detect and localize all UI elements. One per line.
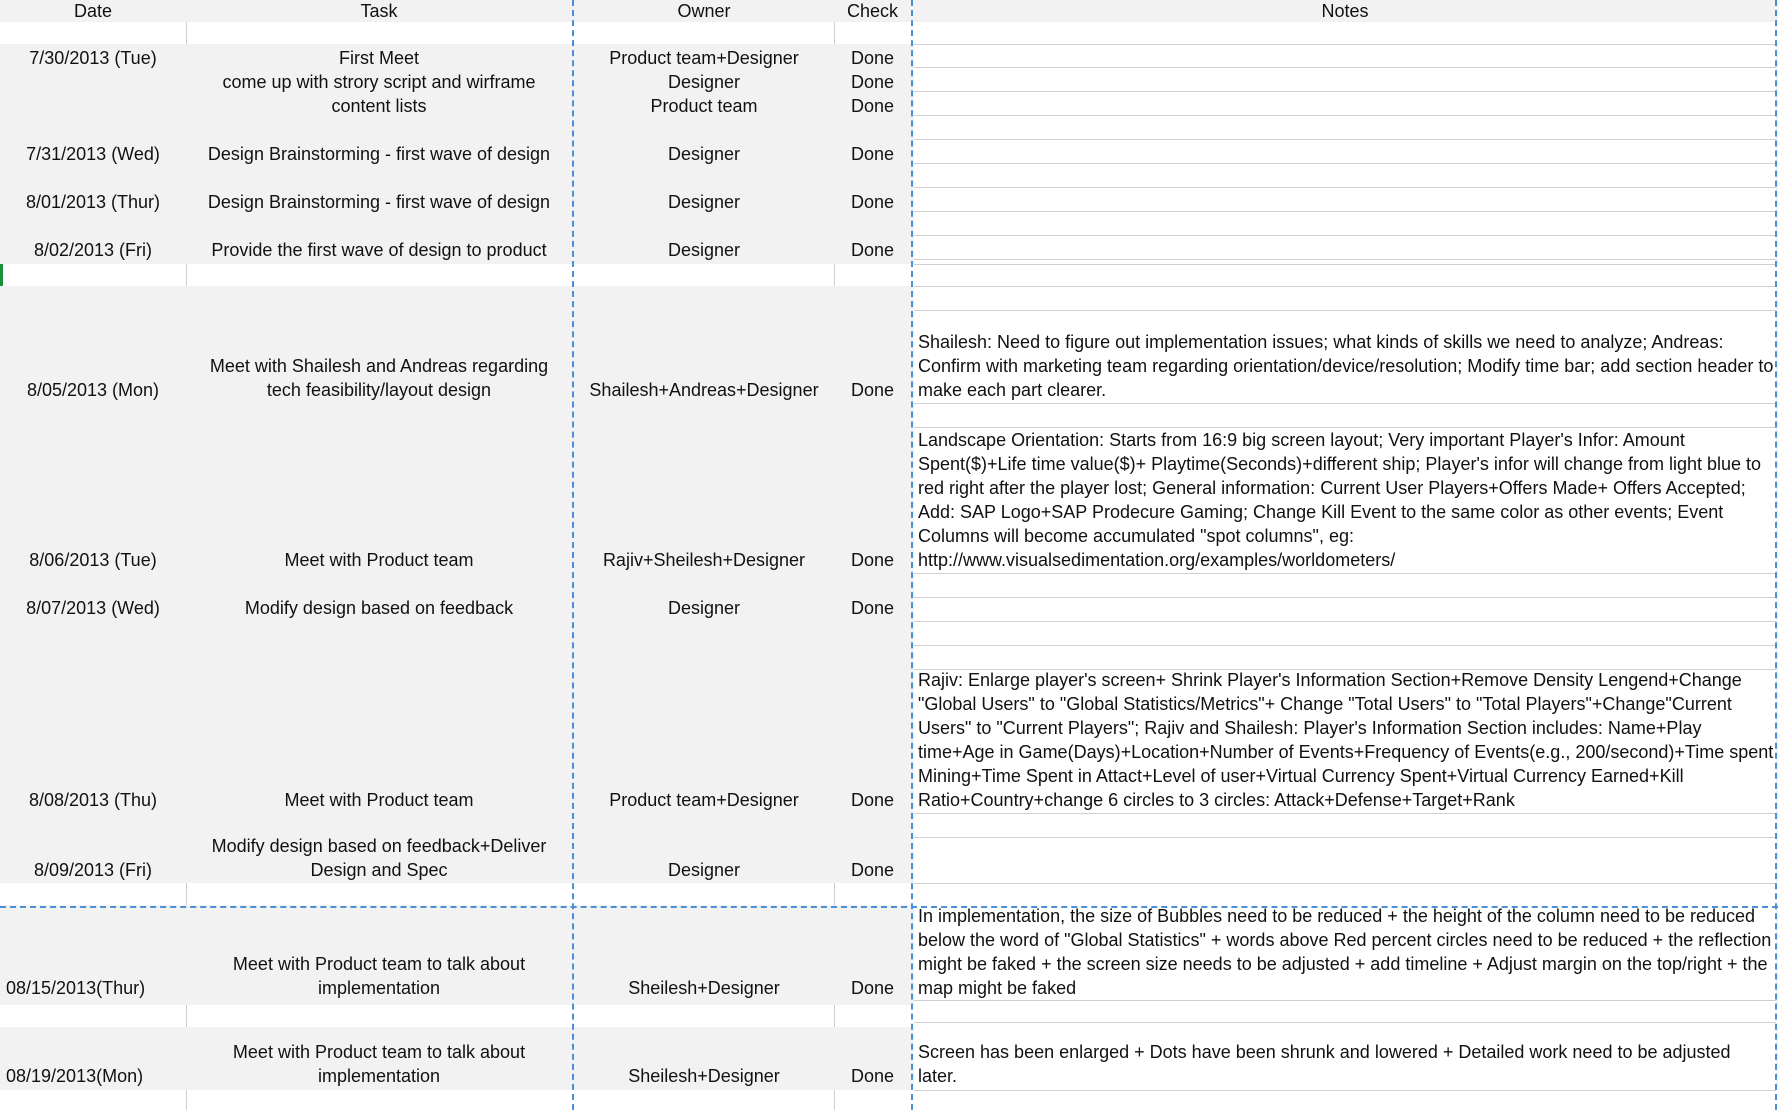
header-task[interactable]: Task	[360, 1, 398, 21]
header-owner[interactable]: Owner	[677, 1, 731, 21]
column-divider	[834, 883, 835, 905]
gridline	[914, 1090, 1776, 1091]
cell-check[interactable]: Done	[850, 1066, 895, 1086]
gridline	[914, 1022, 1776, 1023]
cell-check[interactable]: Done	[850, 790, 895, 810]
selected-row-marker	[0, 264, 3, 286]
gridline	[914, 67, 1776, 68]
gridline	[914, 115, 1776, 116]
gridline	[914, 187, 1776, 188]
header-check[interactable]: Check	[846, 1, 899, 21]
gridline	[914, 44, 1776, 45]
cell-owner[interactable]: Product team	[650, 96, 758, 116]
cell-check[interactable]: Done	[850, 978, 895, 998]
cell-owner[interactable]: Designer	[667, 72, 741, 92]
column-divider	[834, 22, 835, 44]
cell-check[interactable]: Done	[850, 144, 895, 164]
cell-task[interactable]: Modify design based on feedback	[244, 598, 514, 618]
cell-notes[interactable]: Screen has been enlarged + Dots have been shrunk and lowered + Detailed work need to be adjusted later.	[918, 1042, 1731, 1086]
cell-date[interactable]: 8/05/2013 (Mon)	[26, 380, 160, 400]
cell-owner[interactable]: Designer	[667, 240, 741, 260]
cell-task[interactable]: Meet with Product team	[284, 550, 474, 570]
cell-notes[interactable]: Rajiv: Enlarge player's screen+ Shrink Player's Information Section+Remove Density Lengend+Change "Global Users" to "Global Statistics/Metrics"+ Change "Total Users" to "Total Players"+Change"Current Users" to "Current Players"; Rajiv and Shailesh: Player's Information Section includes: Name+Play time+Age in Game(Days)+Location+Number of Events+Frequency of Events(e.g., 200/second)+Time spent Mining+Time Spent in Attact+Level of user+Virtual Currency Spent+Virtual Currency Earned+Kill Ratio+Country+change 6 circles to 3 circles: Attack+Defense+Target+Rank	[918, 670, 1774, 810]
cell-owner[interactable]: Sheilesh+Designer	[628, 1066, 780, 1086]
page-break-vertical	[911, 0, 913, 1110]
cell-date[interactable]: 08/15/2013(Thur)	[6, 978, 146, 998]
gridline	[914, 837, 1776, 838]
gridline	[914, 264, 1776, 265]
cell-check[interactable]: Done	[850, 380, 895, 400]
cell-date[interactable]: 7/30/2013 (Tue)	[29, 48, 157, 68]
cell-check[interactable]: Done	[850, 48, 895, 68]
cell-owner[interactable]: Designer	[667, 192, 741, 212]
gridline	[914, 403, 1776, 404]
cell-task[interactable]: Design Brainstorming - first wave of design	[207, 192, 551, 212]
gridline	[914, 139, 1776, 140]
gridline	[914, 1000, 1776, 1001]
cell-check[interactable]: Done	[850, 550, 895, 570]
cell-date[interactable]: 8/01/2013 (Thur)	[25, 192, 161, 212]
cell-owner[interactable]: Shailesh+Andreas+Designer	[589, 380, 819, 400]
cell-check[interactable]: Done	[850, 192, 895, 212]
gridline	[914, 91, 1776, 92]
cell-task[interactable]: come up with strory script and wirframe	[222, 72, 536, 92]
cell-owner[interactable]: Sheilesh+Designer	[628, 978, 780, 998]
cell-task[interactable]: Meet with Product team	[284, 790, 474, 810]
cell-task[interactable]: Meet with Shailesh and Andreas regarding tech feasibility/layout design	[209, 356, 549, 400]
column-divider	[834, 1005, 835, 1027]
gridline	[914, 310, 1776, 311]
gridline	[914, 259, 1776, 260]
cell-date[interactable]: 8/02/2013 (Fri)	[33, 240, 153, 260]
cell-task[interactable]: content lists	[331, 96, 427, 116]
cell-owner[interactable]: Designer	[667, 598, 741, 618]
cell-notes[interactable]: In implementation, the size of Bubbles need to be reduced + the height of the column need to be reduced below the word of "Global Statistics" + words above Red percent circles need to be reduced + the reflection might be faked + the screen size needs to be adjusted + add timeline + Adjust margin on the top/right + the map might be faked	[918, 906, 1772, 998]
cell-date[interactable]: 8/06/2013 (Tue)	[29, 550, 157, 570]
header-notes[interactable]: Notes	[1321, 1, 1369, 21]
gridline	[914, 813, 1776, 814]
cell-notes[interactable]: Shailesh: Need to figure out implementation issues; what kinds of skills we need to analyze; Andreas: Confirm with marketing team regarding orientation/device/resolution; Modify time bar; add section header to make each part clearer.	[918, 332, 1774, 400]
cell-check[interactable]: Done	[850, 240, 895, 260]
gridline	[914, 235, 1776, 236]
cell-check[interactable]: Done	[850, 860, 895, 880]
cell-date[interactable]: 8/09/2013 (Fri)	[33, 860, 153, 880]
column-divider	[186, 22, 187, 44]
cell-date[interactable]: 8/08/2013 (Thu)	[28, 790, 158, 810]
gridline	[914, 211, 1776, 212]
cell-task[interactable]: Meet with Product team to talk about implementation	[232, 954, 526, 998]
cell-task[interactable]: Modify design based on feedback+Deliver Design and Spec	[211, 836, 547, 880]
cell-date[interactable]: 8/07/2013 (Wed)	[26, 598, 160, 618]
cell-task[interactable]: First Meet	[338, 48, 419, 68]
gridline	[914, 645, 1776, 646]
column-divider	[834, 264, 835, 286]
gridline	[914, 621, 1776, 622]
cell-task[interactable]: Design Brainstorming - first wave of design	[207, 144, 551, 164]
cell-owner[interactable]: Designer	[667, 144, 741, 164]
cell-date[interactable]: 08/19/2013(Mon)	[6, 1066, 144, 1086]
cell-owner[interactable]: Designer	[667, 860, 741, 880]
cell-check[interactable]: Done	[850, 96, 895, 116]
gridline	[914, 286, 1776, 287]
cell-owner[interactable]: Rajiv+Sheilesh+Designer	[602, 550, 806, 570]
cell-task[interactable]: Provide the first wave of design to product	[211, 240, 547, 260]
header-date[interactable]: Date	[73, 1, 113, 21]
cell-check[interactable]: Done	[850, 72, 895, 92]
gridline	[914, 883, 1776, 884]
column-divider	[186, 1005, 187, 1027]
cell-notes[interactable]: Landscape Orientation: Starts from 16:9 big screen layout; Very important Player's Infor: Amount Spent($)+Life time value($)+ Playtime(Seconds)+different ship; Player's infor will change from light blue to red right after the player lost; General information: Current User Players+Offers Made+ Offers Accepted; Add: SAP Logo+SAP Prodecure Gaming; Change Kill Event to the same color as other events; Event Columns will become accumulated "spot columns", eg: http://www.visualsedimentation.org/examples/worldometers/	[918, 430, 1762, 570]
gridline	[914, 163, 1776, 164]
cell-task[interactable]: Meet with Product team to talk about implementation	[232, 1042, 526, 1086]
cell-owner[interactable]: Product team+Designer	[609, 48, 799, 68]
cell-date[interactable]: 7/31/2013 (Wed)	[26, 144, 160, 164]
gridline	[914, 573, 1776, 574]
gridline	[914, 597, 1776, 598]
column-divider	[186, 264, 187, 286]
column-divider	[834, 1090, 835, 1110]
cell-check[interactable]: Done	[850, 598, 895, 618]
column-divider	[186, 883, 187, 905]
cell-owner[interactable]: Product team+Designer	[609, 790, 799, 810]
column-divider	[186, 1090, 187, 1110]
